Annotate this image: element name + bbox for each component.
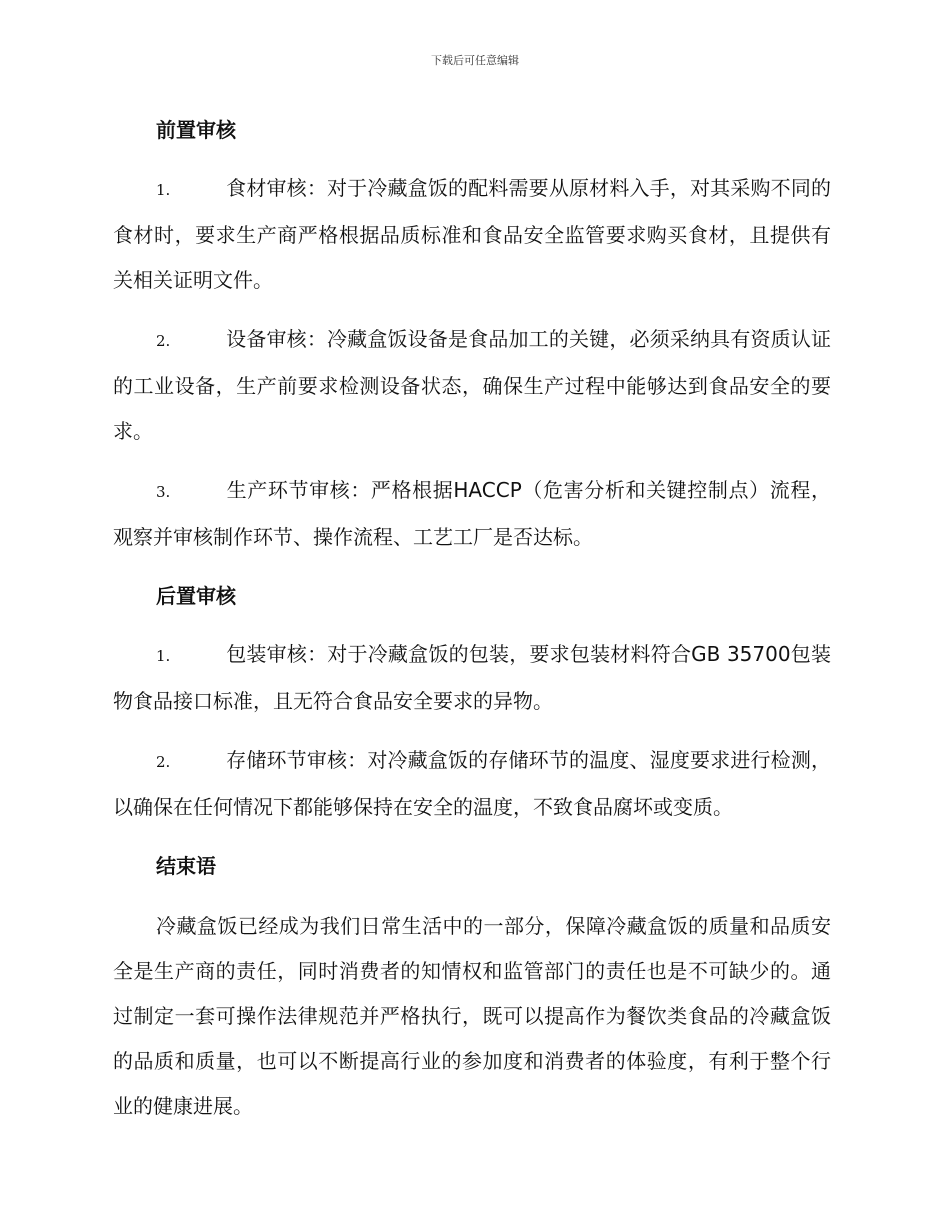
list-item-text: 存储环节审核：对冷藏盒饭的存储环节的温度、湿度要求进行检测，以确保在任何情况下都能够保持在安全的温度，不致食品腐坏或变质。 <box>113 748 831 819</box>
list-item <box>113 738 831 830</box>
section-heading-conclusion: 结束语 <box>156 854 216 878</box>
list-item <box>113 468 831 560</box>
conclusion-paragraph: 冷藏盒饭已经成为我们日常生活中的一部分，保障冷藏盒饭的质量和品质安全是生产商的责任，同时消费者的知情权和监管部门的责任也是不可缺少的。通过制定一套可操作法律规范并严格执行，既可以提高作为餐饮类食品的冷藏盒饭的品质和质量，也可以不断提高行业的参加度和消费者的体验度，有利于整个行业的健康进展。 <box>113 914 831 1118</box>
list-item-number: 2. <box>156 332 171 350</box>
section-heading-pre-review: 前置审核 <box>156 118 236 142</box>
list-item-number: 1. <box>156 647 171 665</box>
list-item-number: 1. <box>156 181 171 199</box>
list-item <box>113 166 831 303</box>
section-heading-post-review: 后置审核 <box>156 584 236 608</box>
list-item <box>113 317 831 454</box>
list-item-number: 3. <box>156 483 171 501</box>
list-item-text: 设备审核：冷藏盒饭设备是食品加工的关键，必须采纳具有资质认证的工业设备，生产前要求检测设备状态，确保生产过程中能够达到食品安全的要求。 <box>113 327 831 443</box>
list-item-text: 包装审核：对于冷藏盒饭的包装，要求包装材料符合GB 35700包装物食品接口标准，且无符合食品安全要求的异物。 <box>113 642 831 713</box>
list-item-number: 2. <box>156 753 171 771</box>
list-item-text: 食材审核：对于冷藏盒饭的配料需要从原材料入手，对其采购不同的食材时，要求生产商严格根据品质标准和食品安全监管要求购买食材，且提供有关相关证明文件。 <box>113 176 831 292</box>
list-item <box>113 632 831 724</box>
document-body <box>113 108 831 1129</box>
page-header: 下载后可任意编辑 <box>431 54 519 67</box>
list-item-text: 生产环节审核：严格根据HACCP（危害分析和关键控制点）流程，观察并审核制作环节、操作流程、工艺工厂是否达标。 <box>113 478 831 549</box>
